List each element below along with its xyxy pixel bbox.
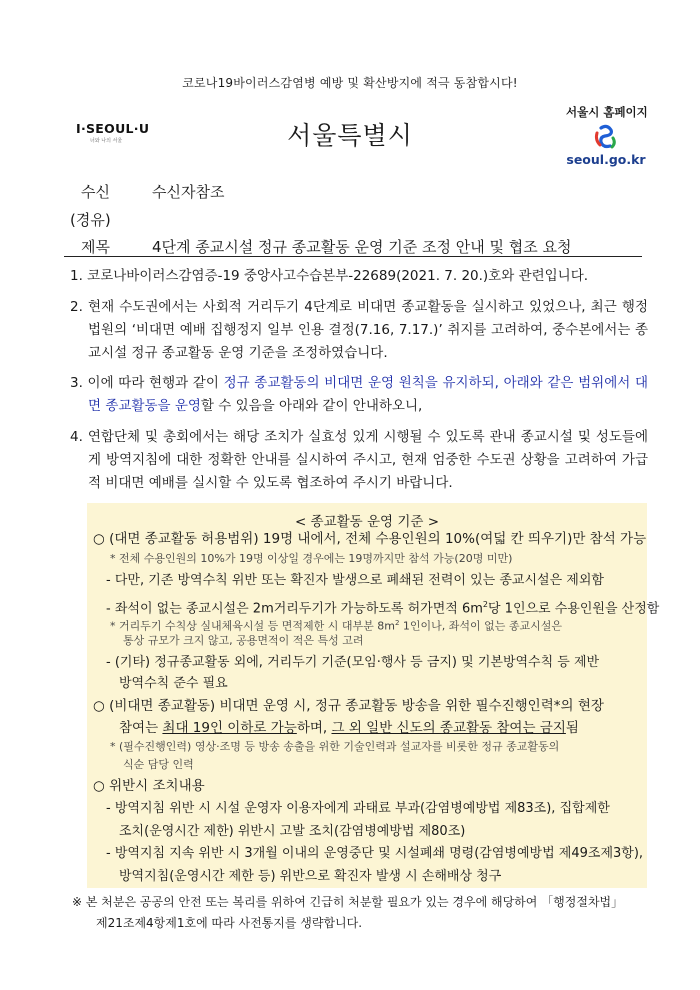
recipient-value: 수신자참조 — [152, 183, 225, 201]
paragraph-4-text: 4. 연합단체 및 총회에서는 해당 조치가 실효성 있게 시행될 수 있도록 관내 종교시설 및 성도들에게 방역지침에 대한 정확한 안내를 실시하여 주시고, 현재 엄중한 수도권 상황을 고려하여 가급적 비대면 예배를 실시할 수 있도록 협조하여 주시기 바랍니다. — [70, 429, 648, 491]
guidelines-title: < 종교활동 운영 기준 > — [294, 514, 440, 530]
guideline-nonface-a: ○ (비대면 종교활동) 비대면 운영 시, 정규 종교활동 방송을 위한 필수진행인력*의 현장 — [93, 698, 604, 714]
via-label: (경유) — [70, 211, 111, 229]
footer-note-line-2: 제21조제4항제1호에 따라 사전통지를 생략합니다. — [96, 916, 363, 930]
note-essential-a: * (필수진행인력) 영상·조명 등 방송 송출을 위한 기술인력과 설교자를 비롯한 정규 종교활동의 — [110, 740, 560, 753]
guideline-violation: ○ 위반시 조치내용 — [93, 778, 205, 794]
guideline-exclusion: - 다만, 기존 방역수칙 위반 또는 확진자 발생으로 폐쇄된 전력이 있는 종교시설은 제외함 — [106, 573, 604, 588]
organization-name: 서울특별시 — [287, 121, 413, 150]
guideline-allowed-range: ○ (대면 종교활동 허용범위) 19명 내에서, 전체 수용인원의 10%(여덟 칸 띄우기)만 참석 가능 — [93, 531, 647, 547]
paragraph-3-emphasis: 정규 종교활동의 비대면 운영 원칙을 유지하되, 아래와 같은 범위에서 대면 종교활동을 운영 — [88, 375, 648, 414]
note-distancing-text-a: * 거리두기 수칙상 실내체육시설 등 면적제한 시 대부분 8m — [110, 619, 395, 633]
nonface-text-3: 하며, — [296, 720, 332, 736]
homepage-label: 서울시 홈페이지 — [566, 105, 648, 119]
guideline-other-a: - (기타) 정규종교활동 외에, 거리두기 기준(모임·행사 등 금지) 및 기본방역수칙 등 제반 — [106, 655, 600, 670]
seatless-text-a: - 좌석이 없는 종교시설은 2m거리두기가 가능하도록 허가면적 6m — [106, 601, 483, 617]
nonface-text-1: 참여는 — [119, 720, 163, 736]
seoul-emblem-icon — [591, 124, 621, 150]
note-distancing-sup: 2 — [394, 619, 400, 627]
note-capacity: * 전체 수용인원의 10%가 19명 이상일 경우에는 19명까지만 참석 가능(20명 미만) — [110, 552, 513, 565]
seatless-text-b: 당 1인으로 수용인원을 산정함 — [487, 601, 660, 617]
violation-closure-a: - 방역지침 지속 위반 시 3개월 이내의 운영중단 및 시설폐쇄 명령(감염병예방법 제49조제3항), — [106, 846, 644, 861]
note-essential-b: 식순 담당 인력 — [123, 758, 194, 771]
paragraph-3-tail: 할 수 있음을 아래와 같이 안내하오니, — [200, 398, 423, 414]
paragraph-4 — [70, 426, 648, 495]
violation-closure-b: 방역지침(운영시간 제한 등) 위반으로 확진자 발생 시 손해배상 청구 — [119, 869, 502, 884]
paragraph-3 — [70, 372, 648, 418]
header-divider — [64, 256, 642, 257]
paragraph-2 — [70, 296, 648, 365]
logo-text: I·SEOUL·U — [76, 121, 150, 136]
nonface-text-4: 그 외 일반 신도의 종교활동 참여는 금지 — [331, 720, 566, 736]
violation-fine-a: - 방역지침 위반 시 시설 운영자 이용자에게 과태료 부과(감염병예방법 제83조), 집합제한 — [106, 801, 610, 816]
nonface-text-2: 최대 19인 이하로 가능 — [162, 720, 297, 736]
paragraph-1-text: 1. 코로나바이러스감염증-19 중앙사고수습본부-22689(2021. 7. 20.)호와 관련입니다. — [70, 268, 589, 284]
subject-value: 4단계 종교시설 정규 종교활동 운영 기준 조정 안내 및 협조 요청 — [152, 238, 572, 256]
footer-note-line-1: ※ 본 처분은 공공의 안전 또는 복리를 위하여 긴급히 처분할 필요가 있는 경우에 해당하여 「행정절차법」 — [72, 895, 624, 909]
note-distancing-b: 통상 규모가 크지 않고, 공용면적이 적은 특성 고려 — [123, 634, 364, 647]
paragraph-2-text: 2. 현재 수도권에서는 사회적 거리두기 4단계로 비대면 종교활동을 실시하고 있었으나, 최근 행정법원의 ‘비대면 예배 집행정지 일부 인용 결정(7.16, 7.17.)’ 취지를 고려하여, 중수본에서는 종교시설 정규 종교활동 운영 기준을 조정하였습니다. — [70, 299, 648, 361]
paragraph-3-lead: 3. 이에 따라 현행과 같이 — [70, 375, 224, 391]
seatless-sup: 2 — [482, 600, 488, 609]
nonface-text-5: 됨 — [565, 720, 579, 736]
homepage-url: seoul.go.kr — [566, 152, 646, 167]
guideline-other-b: 방역수칙 준수 필요 — [119, 676, 228, 691]
logo-subtext: 너와 나의 서울 — [90, 138, 123, 144]
slogan: 코로나19바이러스감염병 예방 및 확산방지에 적극 동참합시다! — [182, 76, 518, 90]
violation-fine-b: 조치(운영시간 제한) 위반시 고발 조치(감염병예방법 제80조) — [119, 824, 466, 839]
subject-label: 제목 — [81, 238, 110, 256]
recipient-label: 수신 — [81, 183, 110, 201]
note-distancing-text-b: 1인이나, 좌석이 없는 종교시설은 — [399, 619, 563, 633]
paragraph-3-text — [70, 372, 648, 418]
paragraph-1 — [70, 265, 648, 288]
homepage-logo — [566, 104, 646, 167]
